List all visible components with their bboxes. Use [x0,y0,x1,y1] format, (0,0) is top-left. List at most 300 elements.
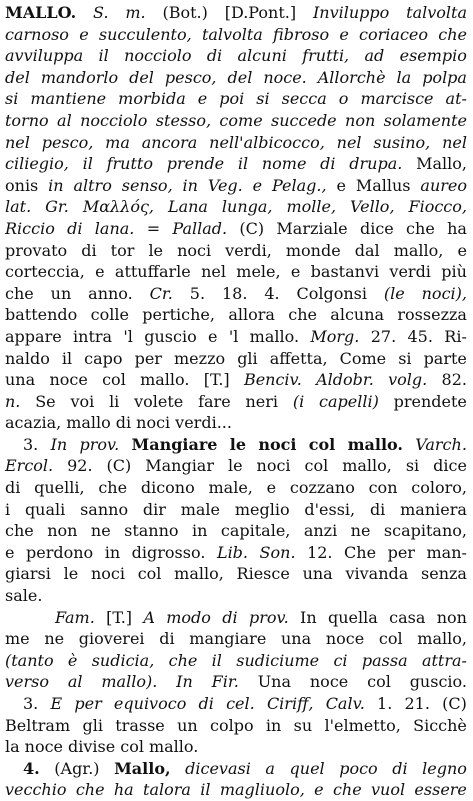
dictionary-entry [5,2,467,801]
text-line [5,24,467,46]
word: stanno [124,521,179,541]
word: frutti, [302,46,350,66]
word: mandorlo [40,67,119,87]
text-line [5,45,467,67]
word: un [50,283,72,303]
word: legno [422,758,467,778]
word: Veg. [207,175,243,195]
word: [T.] [203,370,230,390]
word: prendete [393,391,467,411]
word: talora [143,780,191,800]
word: at- [445,89,467,109]
text-line [5,132,467,154]
word: quel [289,758,325,778]
word: rossezza [397,305,467,325]
word: che [98,478,128,498]
word: scapitano, [383,521,467,541]
word: di [67,218,83,238]
word: noci [256,456,291,476]
word: e [197,89,208,109]
word: nel [201,262,226,282]
word: equivoco [113,694,187,713]
word: S. [93,3,109,22]
word: ha [447,218,467,238]
word: alcuna [330,305,385,325]
word: 21. [404,694,430,713]
word: torno [5,110,49,130]
word: in [104,542,121,562]
word: non [436,607,467,627]
word: la [5,737,20,757]
word: un [177,715,198,735]
word: sale. [5,586,43,606]
word: vivanda [345,564,409,584]
word: noci [258,434,297,454]
word: naldo [5,348,50,368]
word: del [129,67,154,87]
word: mallo. [148,737,199,757]
word: che [406,218,435,238]
word: noce [24,737,64,757]
word: man- [426,542,467,562]
word: noce [325,629,365,649]
word: ha [113,780,134,800]
text-line [5,369,467,391]
word: mallo [66,413,111,433]
word: 27. [370,326,397,346]
word: e [208,326,218,346]
word: di [206,46,223,66]
text-line [5,348,467,370]
word: trasse [115,715,165,735]
word: fibroso [273,24,330,44]
word: una [302,564,333,584]
word: del [5,67,30,87]
word: A [143,607,155,627]
text-line [5,628,467,650]
word: coriaceo [359,24,429,44]
word: e [339,24,349,44]
word: noce [309,672,349,692]
text-line [5,671,467,693]
word: la [396,67,412,87]
text-line [5,736,467,758]
word: provato [5,240,68,260]
word: guscio [144,326,197,346]
word: col [304,456,329,476]
word: nome [261,154,307,174]
text-line [5,477,467,499]
word: 92. [67,456,93,476]
word: Mallo, [114,758,171,778]
word: Beltram [5,715,71,735]
word: mangiare [189,629,267,649]
word: onis [5,175,39,195]
word: solamente [383,110,467,130]
word: il [211,650,222,670]
word: corteccia, [5,262,85,282]
word: per [134,348,162,368]
word: Allorchè [317,67,386,87]
word: pertiche, [142,305,215,325]
word: Aldobr. [316,370,374,390]
word: 82. [441,370,467,390]
text-line [5,391,467,413]
word: dice [433,456,467,476]
word: mezzo [174,348,226,368]
word: li [109,391,120,411]
word: che [288,305,317,325]
word: aureo [420,175,467,195]
word: voi [70,391,95,411]
word: esempio [399,46,467,66]
word: non [345,110,376,130]
word: ancora [141,132,198,152]
word: Mangiare [131,434,218,454]
word: mallo). [101,672,158,692]
word: si [5,89,19,109]
word: frutto [106,154,153,174]
word: bastanvi [310,262,380,282]
text-line [5,240,467,262]
word: 3. [23,694,39,713]
word: verdi [389,262,431,282]
word: capo [84,348,123,368]
word: noce. [263,67,307,87]
word: al [67,672,83,692]
word: lana. [94,218,135,238]
word: di [369,499,386,519]
word: Benciv. [243,370,302,390]
word: come [219,110,263,130]
word: volg. [388,370,428,390]
word: Riesce [236,564,290,584]
text-line [5,175,467,197]
word: tor [110,240,135,260]
word: Cr. [149,283,173,303]
word: monde [285,240,341,260]
word: In [300,607,317,627]
word: m. [125,3,146,22]
word: colle [90,305,129,325]
text-line [5,542,467,564]
word: fare [198,391,231,411]
word: intra [73,326,113,346]
word: alcuni [237,46,287,66]
word: Una [257,672,292,692]
word: = [146,218,161,238]
word: di [115,413,132,433]
word: me [5,629,30,649]
word: non [47,521,78,541]
word: e [5,542,15,562]
word: mallo, [342,456,392,476]
word: magliuolo, [219,780,305,800]
word: in [265,715,282,735]
word: nel [5,132,30,152]
word: capitale, [220,521,291,541]
word: più [441,262,467,282]
word: Morg. [310,326,360,346]
word: secca [281,89,327,109]
word: ciliegio, [5,154,69,174]
word: e [314,780,324,800]
word: molle, [286,197,337,217]
word: i [5,499,11,519]
word: d'essi, [304,499,356,519]
word: 4. [264,283,280,303]
word: col [308,434,336,454]
word: 5. [189,283,206,303]
word: e [290,262,301,282]
word: ne [350,521,371,541]
word: dicevasi [185,758,251,778]
word: una [280,629,312,649]
word: Lana [167,197,208,217]
word: poco [339,758,378,778]
word: attuffarle [114,262,191,282]
word: nel [336,132,362,152]
word: mallo, [174,564,224,584]
word: (Agr.) [54,758,100,778]
word: quali [24,499,66,519]
word: mallo, [417,629,467,649]
word: (C) [442,694,467,713]
word: Sicchè [413,715,467,735]
word: In [176,672,193,692]
text-line [5,110,467,132]
word: quella [327,607,378,627]
word: (i [292,391,305,411]
word: le [148,240,164,260]
word: Ri- [444,326,467,346]
word: Come [339,348,387,368]
text-line [5,2,467,24]
word: verdi... [175,413,232,433]
word: 'l [228,326,239,346]
text-line [5,412,467,434]
word: il [237,154,249,174]
word: cozzano [289,478,355,498]
word: le [63,564,79,584]
word: 12. [307,542,333,562]
word: marcisce [360,89,434,109]
word: in [48,175,64,195]
word: 1. [377,694,393,713]
word: o [338,89,349,109]
word: si [398,348,412,368]
word: nel [442,132,467,152]
word: e [457,240,467,260]
word: che [75,780,105,800]
word: (Bot.) [162,3,208,22]
word: per [387,542,415,562]
word: Mangiar [145,456,214,476]
word: le [227,456,243,476]
word: Pallad. [172,218,228,238]
word: allora [228,305,275,325]
word: cel. [226,694,255,713]
word: Se [35,391,56,411]
word: per [74,694,102,713]
word: lat. [5,197,32,217]
word: attra- [421,650,467,670]
word: acazia, [5,413,62,433]
text-line [5,563,467,585]
word: MALLO. [5,3,77,22]
word: quelli, [34,478,85,498]
word: che [168,650,198,670]
word: si [405,456,420,476]
word: sudiciume [236,650,320,670]
word: (C) [106,456,132,476]
word: Vello, [350,197,395,217]
word: (C) [239,218,265,238]
word: divise [68,737,116,757]
word: Μαλλός, [82,197,154,217]
word: senza [421,564,467,584]
word: di [81,240,97,260]
word: che [5,521,34,541]
word: e [266,478,277,498]
word: talvolta [406,3,467,22]
word: n. [5,391,21,411]
word: noci [136,413,171,433]
word: capelli) [319,391,379,411]
word: Pelag., [272,175,327,195]
word: 4. [23,758,40,778]
word: verso [5,672,49,692]
word: (le [383,283,405,303]
text-line [5,499,467,521]
word: pesco, [164,67,217,87]
word: che [5,283,34,303]
word: di [5,478,21,498]
word: Mallus [355,175,411,195]
word: parte [423,348,467,368]
word: mallo, [393,240,444,260]
text-line [5,434,467,456]
word: vuol [371,780,406,800]
word: di [159,629,175,649]
word: mallo. [249,326,300,346]
word: E [50,694,63,713]
word: di [320,154,336,174]
word: morbida [118,89,186,109]
word: 45. [407,326,433,346]
word: essere [414,780,467,800]
word: noci), [421,283,467,303]
word: battendo [5,305,78,325]
text-line [5,304,467,326]
text-line [5,261,467,283]
word: mallo. [347,434,403,454]
text-line [5,693,467,715]
word: ne [90,521,111,541]
text-line [5,153,467,175]
word: succede [271,110,337,130]
word: e [79,24,89,44]
word: con [368,478,398,498]
text-line [5,520,467,542]
word: mantiene [30,89,107,109]
word: Varch. [415,434,467,454]
word: che [438,24,467,44]
word: vecchio [5,780,67,800]
word: è [67,650,78,670]
text-line [5,650,467,672]
word: Son. [259,542,296,562]
word: e [336,175,346,195]
word: polpa [422,67,467,87]
word: col [378,629,403,649]
word: verdi, [225,240,272,260]
word: noci [177,240,212,260]
word: il [82,154,93,174]
text-line [5,607,467,629]
word: col [367,672,391,692]
word: Calv. [325,694,365,713]
word: Ciriff, [266,694,314,713]
word: anzi [303,521,338,541]
word: maniera [400,499,467,519]
word: digrosso. [131,542,206,562]
text-line [5,779,467,801]
word: sudicia, [91,650,155,670]
word: gli [237,348,258,368]
text-line [5,585,467,607]
word: prov. [79,434,120,454]
word: Marziale [276,218,348,238]
word: al [57,110,72,130]
text-line [5,218,467,240]
word: il [98,46,109,66]
word: mallo. [140,370,190,390]
text-line [5,196,467,218]
word: e [252,175,263,195]
word: Fir. [211,672,239,692]
word: appare [5,326,62,346]
text-line [5,67,467,89]
word: Che [344,542,377,562]
word: il [200,780,211,800]
word: dal [354,240,380,260]
text-line [5,715,467,737]
word: Fiocco, [408,197,467,217]
word: coloro, [411,478,467,498]
text-line [5,326,467,348]
word: noci [90,564,125,584]
word: succulento, [98,24,192,44]
word: ne [44,629,65,649]
word: di [222,607,238,627]
word: drupa. [349,154,403,174]
word: Ercol. [5,456,54,476]
text-line [5,455,467,477]
word: Gr. [45,197,69,217]
word: prov. [248,607,289,627]
word: Colgonsi [296,283,367,303]
word: Mallo, [416,154,467,174]
word: 3. [23,434,39,454]
word: male, [208,478,253,498]
word: Inviluppo [312,3,390,22]
word: col [102,370,126,390]
word: anno. [88,283,133,303]
word: stesso, [155,110,212,130]
word: nocciolo [80,110,148,130]
word: altro [73,175,112,195]
